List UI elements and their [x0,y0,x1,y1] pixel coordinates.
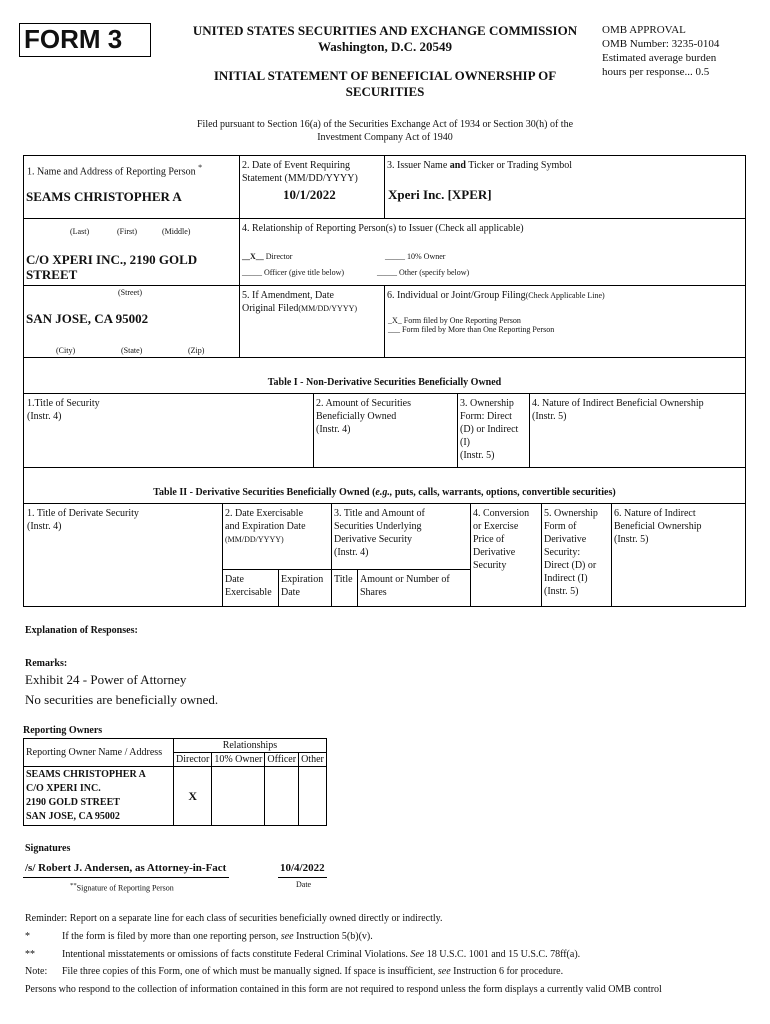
table1-title: Table I - Non-Derivative Securities Beneficially Owned [267,377,502,388]
zip-label: (Zip) [188,346,205,355]
signature-label: **Signature of Reporting Person [70,882,174,893]
director-col-header: Director [174,753,212,767]
filing-option-more: ___ Form filed by More than One Reporting Person [388,325,555,334]
table1-col4: 4. Nature of Indirect Beneficial Ownership (Instr. 5) [532,398,704,422]
officer-option: _____ Officer (give title below) [242,268,345,277]
box2-label: 2. Date of Event Requiring Statement (MM/DD/YYYY) [242,160,358,184]
remarks-line1: Exhibit 24 - Power of Attorney [25,672,187,687]
agency-city: Washington, D.C. 20549 [318,39,452,54]
filing-option-one: _X_ Form filed by One Reporting Person [388,316,521,325]
remarks-line2: No securities are beneficially owned. [25,692,219,707]
omb-number: OMB Number: 3235-0104 [602,38,720,50]
last-label: (Last) [70,227,90,236]
table2-col6: 6. Nature of Indirect Beneficial Ownership (Instr. 5) [614,508,702,545]
ten-percent-owner-option: _____ 10% Owner [385,252,446,261]
reporting-person-street [26,252,197,282]
table2-col5: 5. Ownership Form of Derivative Security: Direct (D) or Indirect (I) (Instr. 5) [544,508,598,597]
omb-control-notice: Persons who respond to the collection of information contained in this form are not required to respond unless the form displays a currently valid OMB control [25,984,662,995]
remarks-body [25,670,218,710]
omb-burden-hours: hours per response... 0.5 [602,66,710,78]
table2-underlying-title: Title [334,574,353,585]
omb-approval [602,23,752,79]
footnote-star1: If the form is filed by more than one reporting person, see Instruction 5(b)(v). [62,931,373,942]
remarks-heading: Remarks: [25,658,68,669]
date-line [278,877,327,878]
relationships-header: Relationships [174,739,327,753]
state-label: (State) [121,346,143,355]
form-number: FORM 3 [24,24,123,54]
reminder-text: Reminder: Report on a separate line for each class of securities beneficially owned directly or indirectly. [25,913,443,924]
table2-underlying-amount: Amount or Number of Shares [360,574,450,598]
form-number-box [19,23,151,57]
table2-col4: 4. Conversion or Exercise Price of Derivative Security [473,508,530,571]
other-option: _____ Other (specify below) [377,268,470,277]
street-line1: C/O XPERI INC., 2190 GOLD [26,252,198,267]
table1-col3: 3. Ownership Form: Direct (D) or Indirect (I) (Instr. 5) [460,398,519,461]
table2-expiration-date: Expiration Date [281,574,324,598]
street-label: (Street) [118,288,142,297]
table2-col1: 1. Title of Derivate Security (Instr. 4) [27,508,139,532]
footnote-star1-marker: * [25,931,30,942]
filed-pursuant-text [170,118,600,144]
middle-label: (Middle) [162,227,191,236]
table2-date-exercisable: Date Exercisable [225,574,272,598]
event-date: 10/1/2022 [283,187,336,202]
signature-date: 10/4/2022 [280,862,325,874]
owner-name-header: Reporting Owner Name / Address [24,739,174,767]
director-mark: X [174,767,212,826]
filed-line2: Investment Company Act of 1940 [317,132,453,143]
box5-label: 5. If Amendment, Date Original Filed(MM/DD/YYYY) [242,290,358,314]
agency-name: UNITED STATES SECURITIES AND EXCHANGE COMMISSION [192,23,578,38]
header-agency-block [180,23,590,55]
reporting-person-city: SAN JOSE, CA 95002 [26,311,149,326]
first-label: (First) [117,227,137,236]
box6-label: 6. Individual or Joint/Group Filing(Check Applicable Line) [387,290,605,301]
omb-heading: OMB APPROVAL [602,24,686,36]
footnote-star2: Intentional misstatements or omissions of facts constitute Federal Criminal Violations. See 18 U.S.C. 1001 and 15 U.S.C. 78ff(a). [62,949,581,960]
signature-line [23,877,229,878]
explanation-heading: Explanation of Responses: [25,625,138,636]
signatures-heading: Signatures [25,843,71,854]
reporting-person-name: SEAMS CHRISTOPHER A [26,189,182,204]
table1-col1: 1.Title of Security (Instr. 4) [27,398,100,422]
signer-name: /s/ Robert J. Andersen, as Attorney-in-Fact [25,862,227,874]
omb-burden-label: Estimated average burden [602,52,717,64]
other-col-header: Other [299,753,327,767]
table2-title: Table II - Derivative Securities Beneficially Owned (e.g., puts, calls, warrants, options, convertible securities) [153,487,616,498]
table2-col3: 3. Title and Amount of Securities Underlying Derivative Security (Instr. 4) [334,508,425,558]
street-line2: STREET [26,267,78,282]
issuer-name: Xperi Inc. [XPER] [388,187,492,202]
director-option: __X__ Director [242,252,293,261]
reporting-owners-table [23,738,327,826]
filed-line1: Filed pursuant to Section 16(a) of the Securities Exchange Act of 1934 or Section 30(h) of the [196,119,574,130]
box3-label: 3. Issuer Name and Ticker or Trading Symbol [387,160,573,171]
footnote-star2-marker: ** [25,949,35,960]
owner-col-header: 10% Owner [212,753,265,767]
box1-label: 1. Name and Address of Reporting Person * [27,163,203,178]
note-label: Note: [25,966,48,977]
owner-address-cell: SEAMS CHRISTOPHER A C/O XPERI INC. 2190 GOLD STREET SAN JOSE, CA 95002 [24,767,174,826]
form-title-line1: INITIAL STATEMENT OF BENEFICIAL OWNERSHIP OF [213,68,557,83]
other-mark [299,767,327,826]
box4-label: 4. Relationship of Reporting Person(s) to Issuer (Check all applicable) [242,223,524,234]
form-title [190,68,580,100]
date-label: Date [296,880,312,889]
table1-col2: 2. Amount of Securities Beneficially Owned (Instr. 4) [316,398,411,435]
owner-mark [212,767,265,826]
reporting-owners-heading: Reporting Owners [23,725,103,736]
asterisk-marker: * [198,163,203,172]
officer-col-header: Officer [265,753,299,767]
officer-mark [265,767,299,826]
table2-col2: 2. Date Exercisable and Expiration Date (MM/DD/YYYY) [225,508,306,544]
city-label: (City) [56,346,76,355]
form-title-line2: SECURITIES [345,84,425,99]
note-text: File three copies of this Form, one of which must be manually signed. If space is insufficient, see Instruction 6 for procedure. [62,966,564,977]
